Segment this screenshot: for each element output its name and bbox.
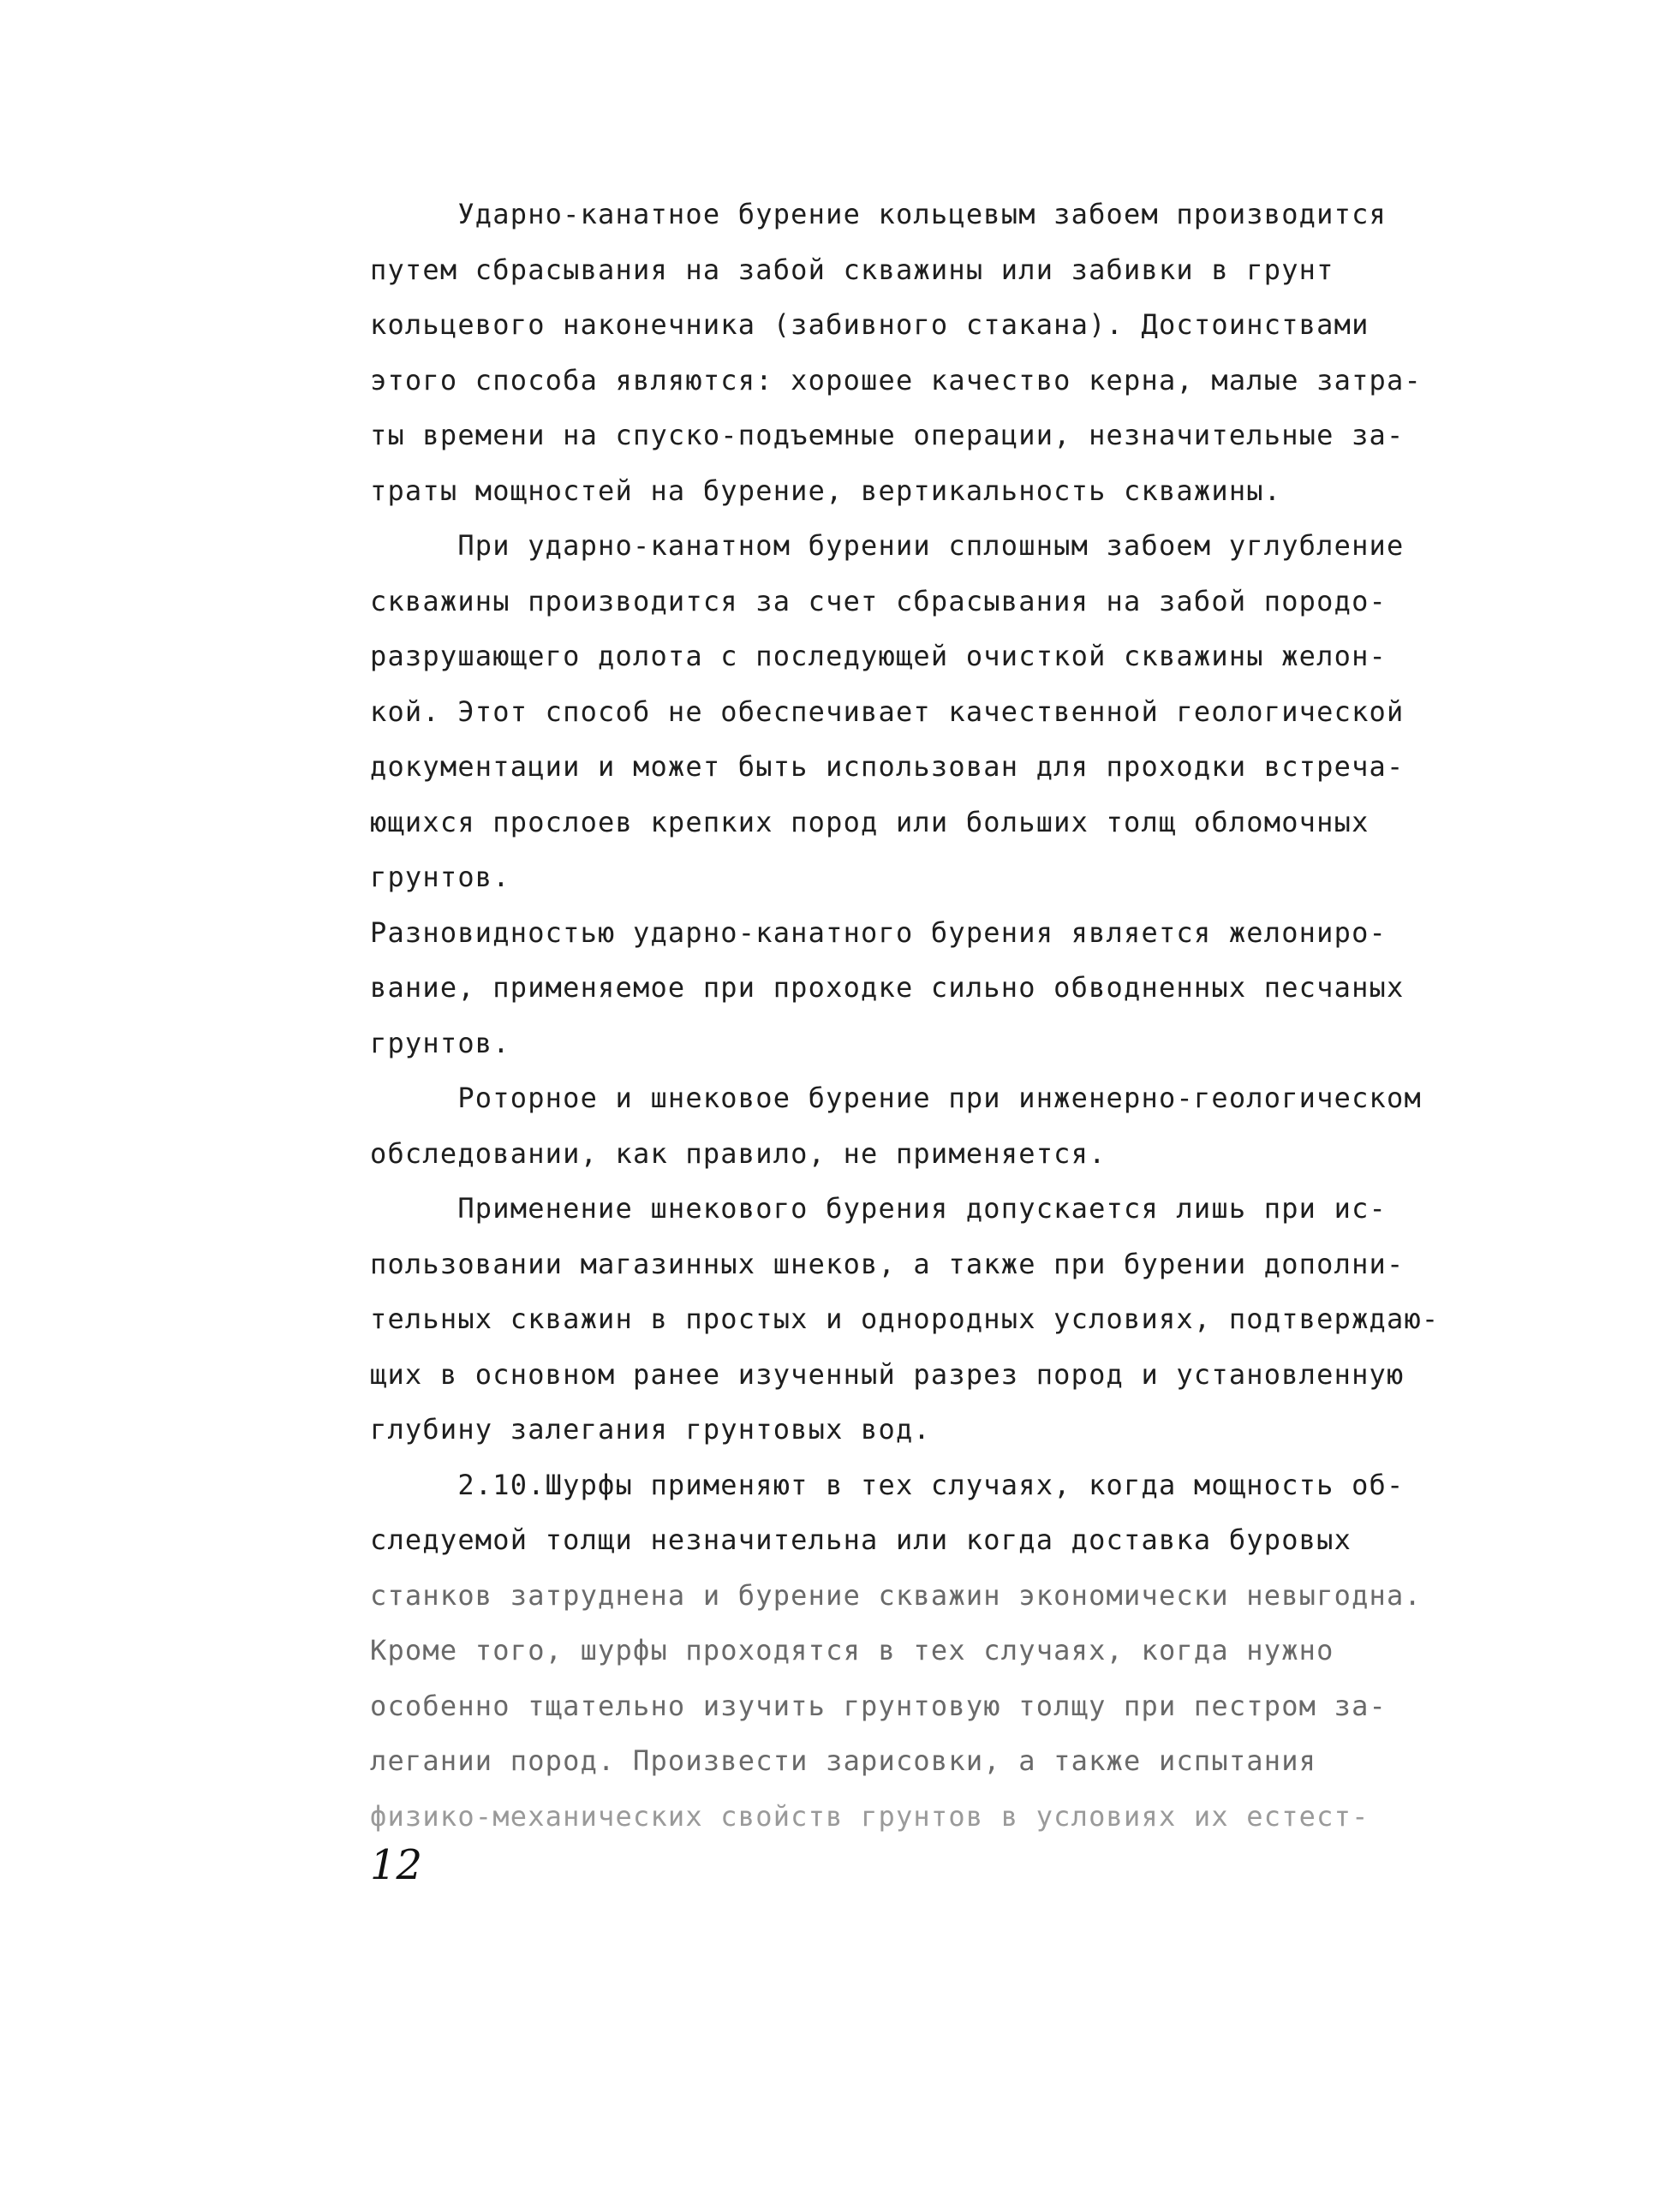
text-line: тельных скважин в простых и однородных условиях, подтверждаю- — [370, 1303, 1440, 1335]
text-line: глубину залегания грунтовых вод. — [370, 1413, 931, 1446]
text-line: грунтов. — [370, 1026, 510, 1059]
text-line: разрушающего долота с последующей очисткой скважины желон- — [370, 640, 1387, 672]
text-line: Кроме того, шурфы проходятся в тех случаях, когда нужно — [370, 1634, 1334, 1666]
text-line: Ударно-канатное бурение кольцевым забоем производится — [370, 198, 1387, 230]
text-line: кой. Этот способ не обеспечивает качественной геологической — [370, 695, 1405, 728]
text-line: легании пород. Произвести зарисовки, а также испытания — [370, 1744, 1317, 1777]
text-line: ты времени на спуско-подъемные операции, незначительные за- — [370, 419, 1405, 451]
text-line: ющихся прослоев крепких пород или больших толщ обломочных — [370, 805, 1370, 838]
text-line: скважины производится за счет сбрасывания на забой породо- — [370, 584, 1387, 617]
body-text — [370, 187, 1440, 1844]
text-line: физико-механических свойств грунтов в условиях их естест- — [370, 1799, 1370, 1833]
text-line: щих в основном ранее изученный разрез пород и установленную — [370, 1357, 1405, 1391]
text-line: обследовании, как правило, не применяется. — [370, 1136, 1107, 1170]
text-line: траты мощностей на бурение, вертикальность скважины. — [370, 474, 1282, 507]
text-line: грунтов. — [370, 861, 510, 893]
page-number: 12 — [370, 1841, 423, 1889]
text-line: пользовании магазинных шнеков, а также при бурении дополни- — [370, 1247, 1405, 1280]
text-line: Применение шнекового бурения допускается лишь при ис- — [370, 1192, 1387, 1225]
text-line: При ударно-канатном бурении сплошным забоем углубление — [370, 529, 1405, 562]
text-line: особенно тщательно изучить грунтовую толщу при пестром за- — [370, 1689, 1387, 1722]
text-line: путем сбрасывания на забой скважины или забивки в грунт — [370, 253, 1334, 286]
text-line: Разновидностью ударно-канатного бурения является желониро- — [370, 915, 1387, 949]
text-line: следуемой толщи незначительна или когда доставка буровых — [370, 1523, 1352, 1556]
text-line: станков затруднена и бурение скважин экономически невыгодна. — [370, 1578, 1422, 1612]
text-line: этого способа являются: хорошее качество керна, малые затра- — [370, 363, 1422, 396]
text-line: кольцевого наконечника (забивного стакана). Достоинствами — [370, 308, 1370, 341]
text-line: вание, применяемое при проходке сильно обводненных песчаных — [370, 971, 1405, 1004]
text-line: Роторное и шнековое бурение при инженерно-геологическом — [370, 1082, 1422, 1114]
text-line: документации и может быть использован для проходки встреча- — [370, 750, 1405, 783]
text-line: 2.10.Шурфы применяют в тех случаях, когда мощность об- — [370, 1468, 1405, 1501]
